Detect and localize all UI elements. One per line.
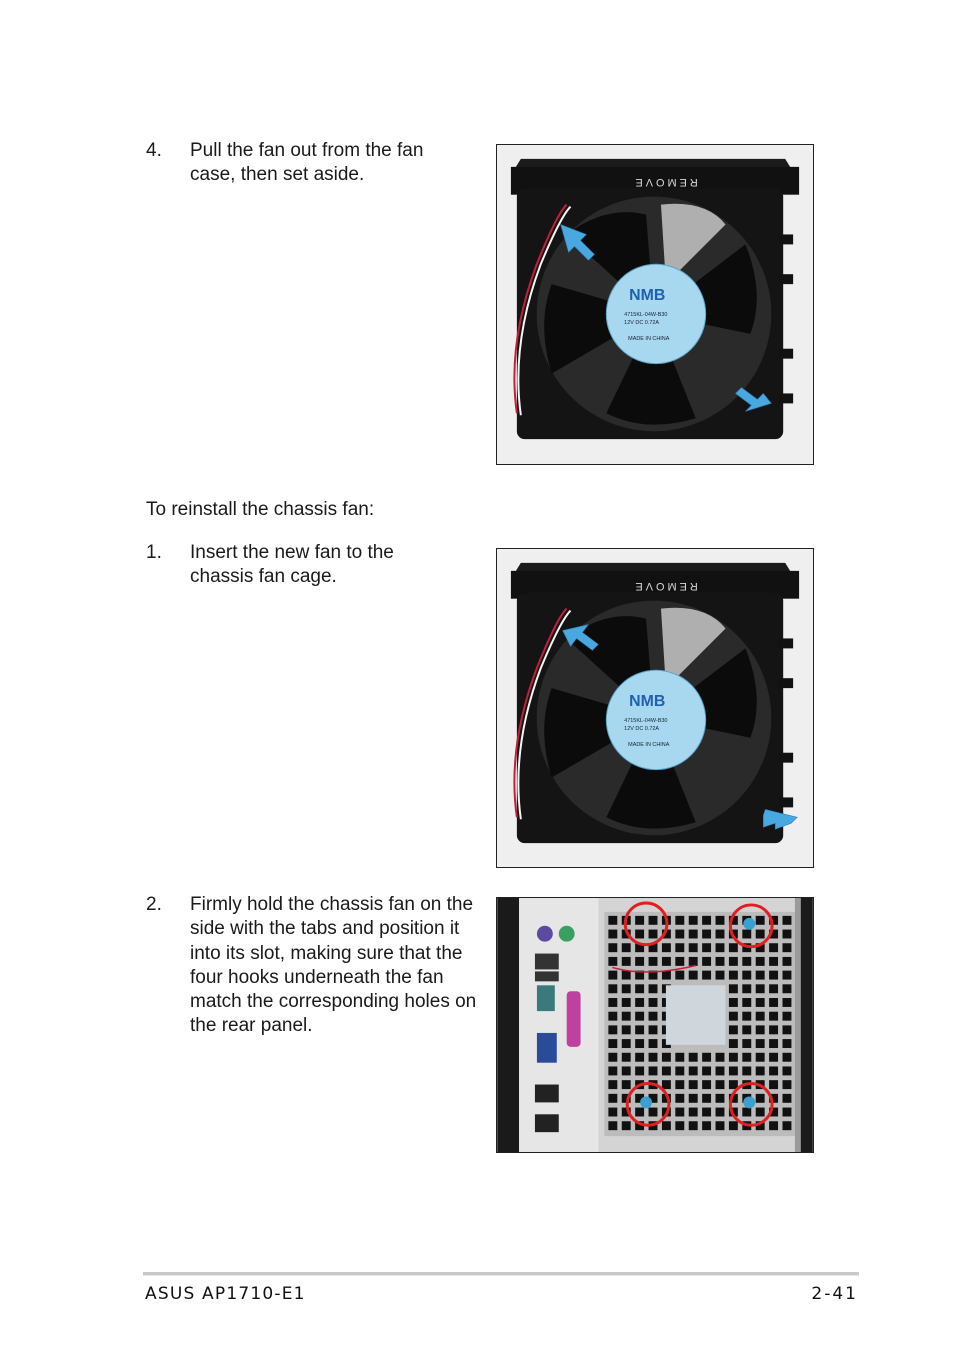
photo-fan-removal bbox=[496, 144, 814, 465]
photo-fan-insert bbox=[496, 548, 814, 868]
fan-removal-illustration bbox=[497, 145, 813, 464]
fan-brand-label-2: NMB bbox=[629, 693, 666, 711]
footer-divider bbox=[143, 1272, 859, 1276]
reinstall-heading: To reinstall the chassis fan: bbox=[146, 499, 375, 520]
sticker-line-3: MADE IN CHINA bbox=[628, 335, 670, 342]
step-1-number: 1. bbox=[146, 542, 162, 563]
cage-remove-label-2: REMOVE bbox=[632, 579, 698, 592]
sticker-line-3b: MADE IN CHINA bbox=[628, 741, 670, 748]
step-2-number: 2. bbox=[146, 894, 162, 915]
sticker-line-2: 12V DC 0.72A bbox=[624, 319, 660, 326]
rear-panel-illustration bbox=[497, 898, 813, 1152]
footer-page-number: 2-41 bbox=[811, 1284, 858, 1304]
fan-brand-label: NMB bbox=[629, 287, 666, 305]
step-2-text: Firmly hold the chassis fan on the side with the tabs and position it into its slot, making sure that the four hooks underneath the fan match the corresponding holes on the rear panel. bbox=[190, 894, 477, 1037]
step-1-text: Insert the new fan to the chassis fan cage. bbox=[190, 542, 394, 588]
cage-remove-label: REMOVE bbox=[632, 175, 698, 188]
step-4-number: 4. bbox=[146, 140, 162, 161]
sticker-line-1: 4715KL-04W-B30 bbox=[624, 311, 668, 318]
step-4-text: Pull the fan out from the fan case, then set aside. bbox=[190, 140, 424, 186]
sticker-line-1b: 4715KL-04W-B30 bbox=[624, 717, 668, 724]
fan-insert-illustration bbox=[497, 549, 813, 867]
footer-product-name: ASUS AP1710-E1 bbox=[145, 1284, 306, 1304]
sticker-line-2b: 12V DC 0.72A bbox=[624, 725, 660, 732]
photo-rear-panel bbox=[496, 897, 814, 1153]
